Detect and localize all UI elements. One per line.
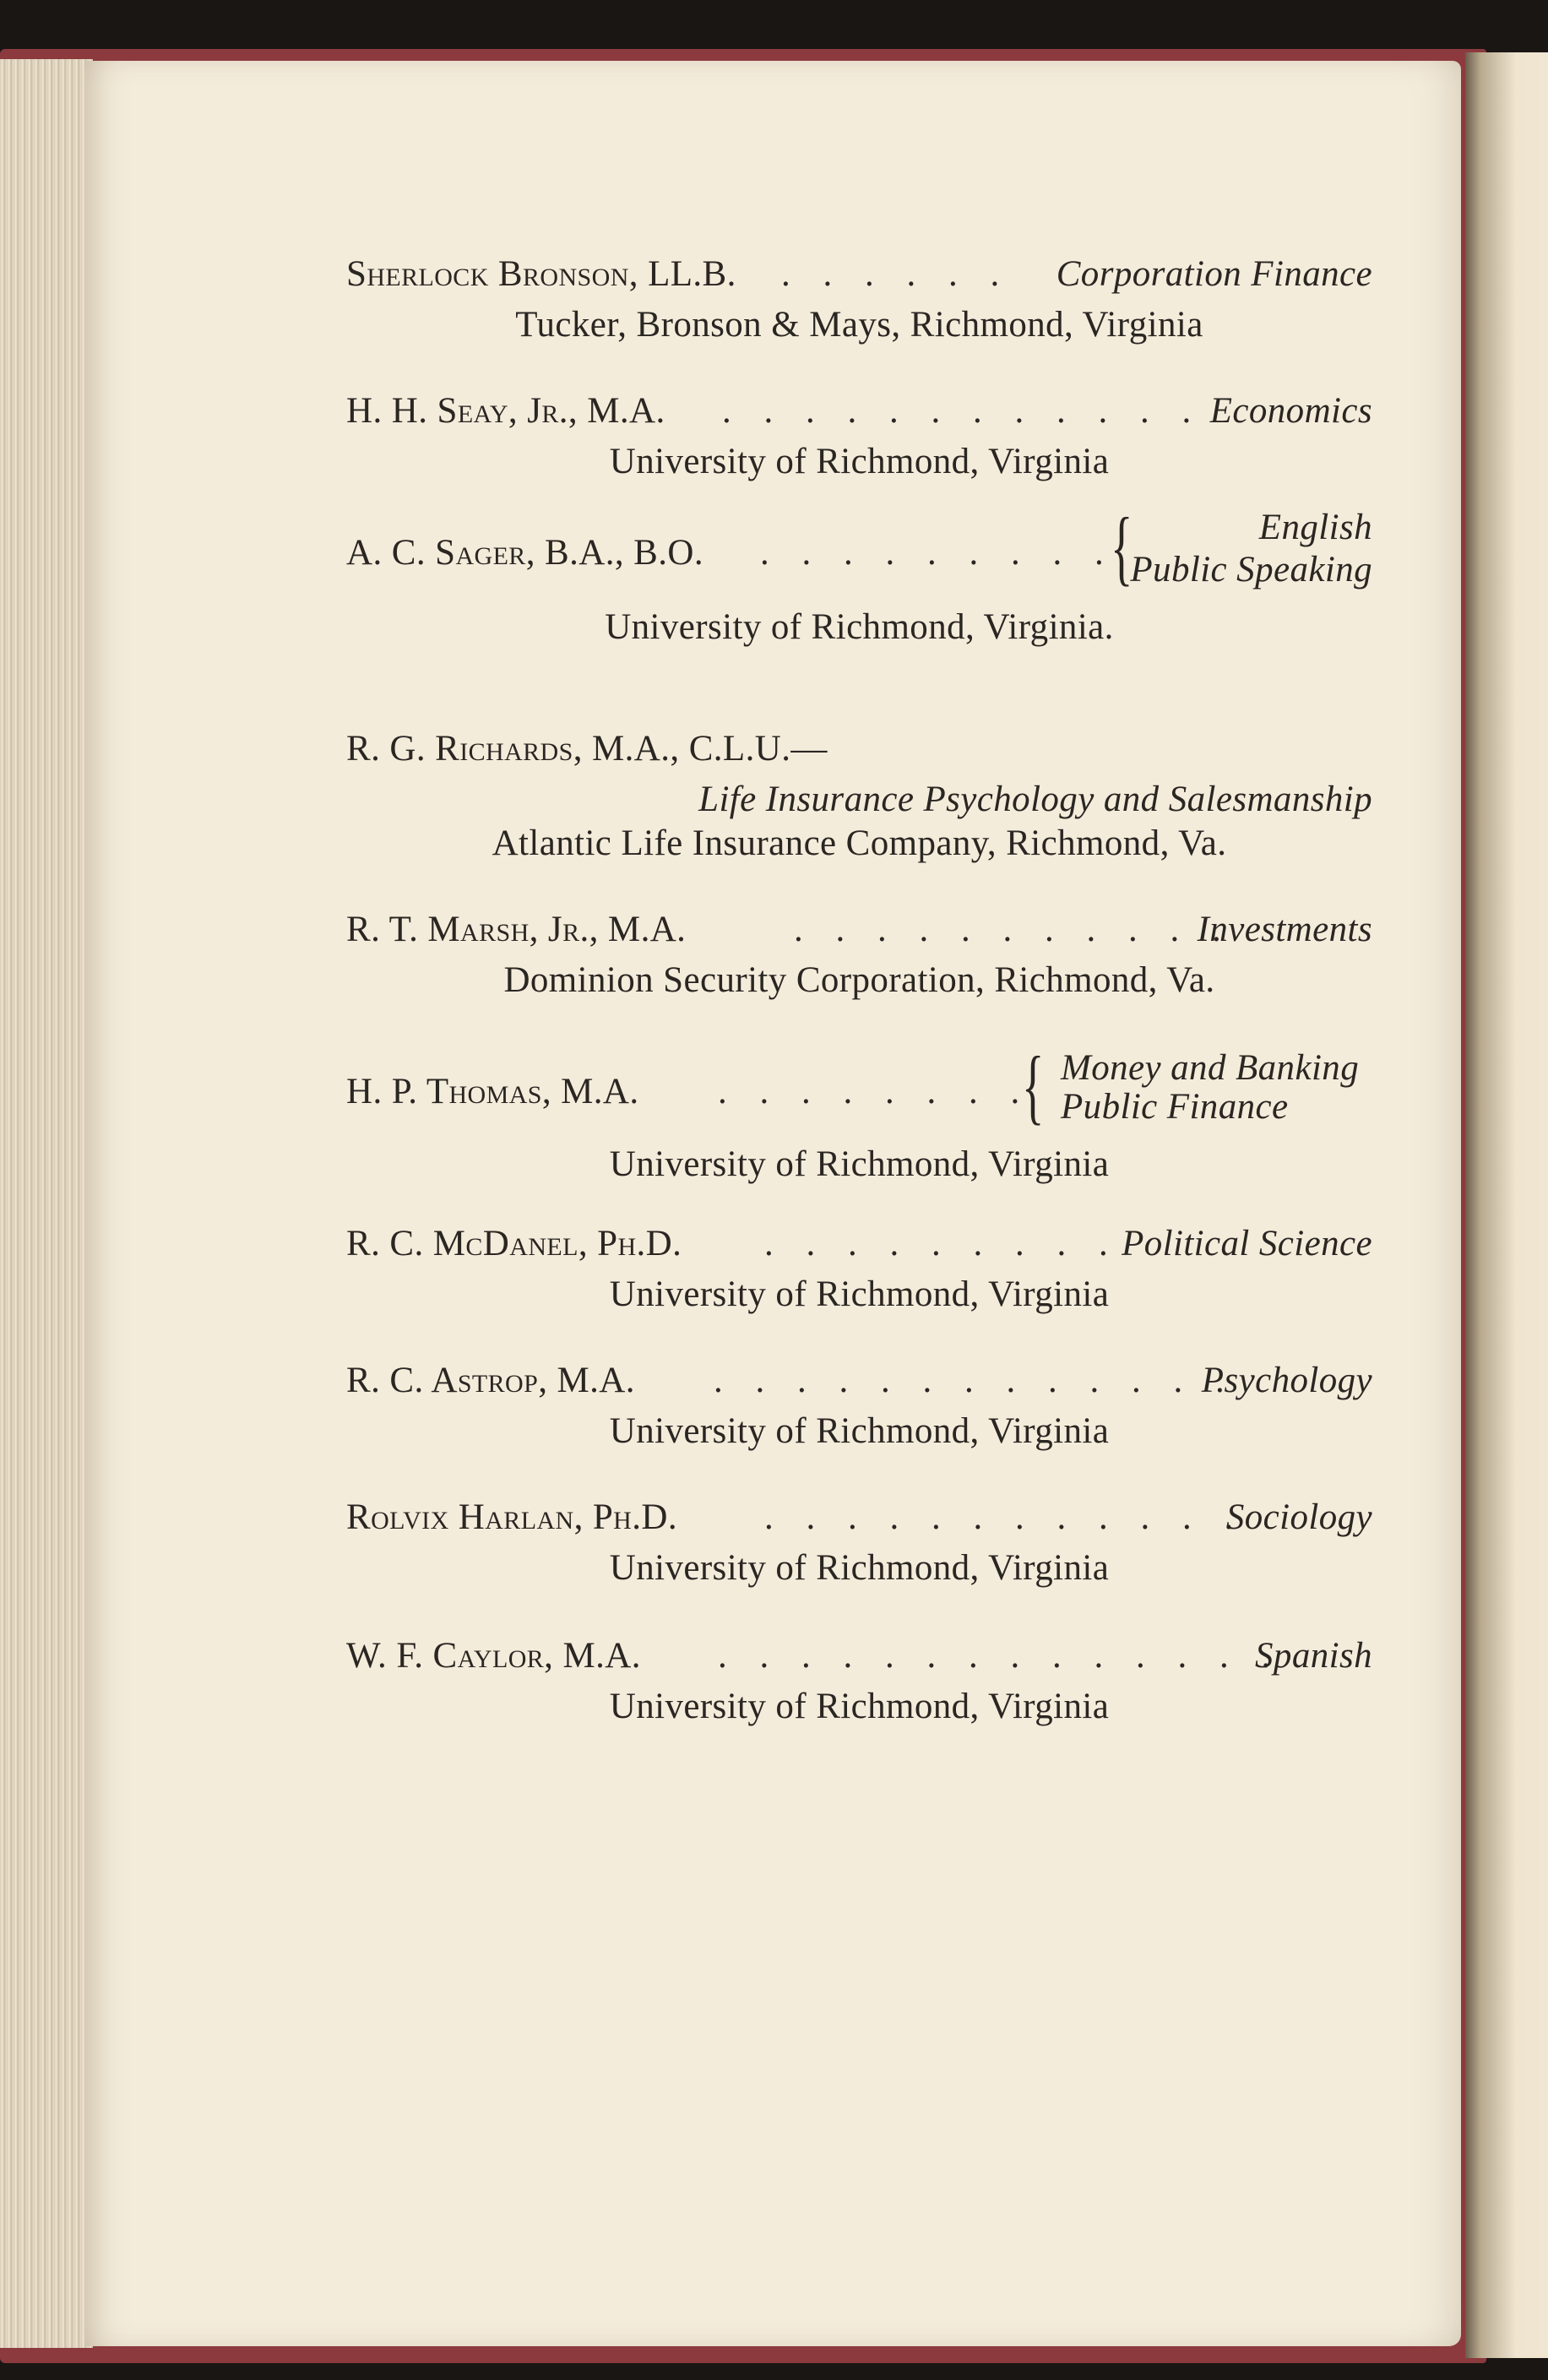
faculty-affiliation: Tucker, Bronson & Mays, Richmond, Virginia [515, 305, 1203, 345]
faculty-subject: Psychology [1201, 1361, 1372, 1400]
faculty-subject: Economics [1209, 391, 1372, 431]
subject-brace: { [1111, 500, 1133, 594]
faculty-subject: Money and Banking [1061, 1048, 1360, 1088]
entry-header-line [346, 909, 1372, 959]
faculty-subject: Political Science [1122, 1224, 1372, 1263]
faculty-name: H. P. Thomas, M.A. [346, 1072, 639, 1111]
faculty-subject: Corporation Finance [1056, 254, 1372, 294]
faculty-subject: Public Finance [1061, 1087, 1289, 1127]
leader-dots: . . . . . . . . [718, 1072, 1032, 1111]
leader-dots: . . . . . . . . . [764, 1224, 1120, 1263]
faculty-name: Rolvix Harlan, Ph.D. [346, 1497, 678, 1537]
faculty-name: W. F. Caylor, M.A. [346, 1636, 641, 1676]
faculty-name: H. H. Seay, Jr., M.A. [346, 391, 665, 431]
faculty-affiliation: University of Richmond, Virginia [609, 1687, 1110, 1726]
entry-header-line [346, 390, 1372, 441]
faculty-affiliation: University of Richmond, Virginia. [605, 607, 1114, 647]
entry-affiliation-line [346, 823, 1372, 873]
faculty-affiliation: University of Richmond, Virginia [609, 442, 1110, 481]
faculty-name: A. C. Sager, B.A., B.O. [346, 533, 703, 573]
faculty-name: R. C. McDanel, Ph.D. [346, 1224, 682, 1263]
faculty-name: R. C. Astrop, M.A. [346, 1361, 635, 1400]
faculty-affiliation: Dominion Security Corporation, Richmond, Va. [503, 960, 1215, 1000]
faculty-subject: English [1258, 508, 1372, 547]
entry-affiliation-line [346, 1144, 1372, 1194]
entry-affiliation-line [346, 606, 1372, 657]
faculty-affiliation: University of Richmond, Virginia [609, 1144, 1110, 1184]
faculty-subject: Life Insurance Psychology and Salesmanship [698, 780, 1372, 819]
leader-dots: . . . . . . . . . . . . . . [718, 1636, 1283, 1676]
faculty-name: R. T. Marsh, Jr., M.A. [346, 910, 687, 949]
faculty-subject: Spanish [1255, 1636, 1372, 1676]
faculty-affiliation: University of Richmond, Virginia [609, 1411, 1110, 1451]
entry-affiliation-line [346, 1686, 1372, 1736]
faculty-affiliation: Atlantic Life Insurance Company, Richmond, Va. [492, 823, 1227, 863]
entry-affiliation-line [346, 441, 1372, 492]
entry-subject-line [346, 779, 1372, 829]
subject-brace: { [1022, 1039, 1045, 1133]
leader-dots: . . . . . . . . . [760, 533, 1116, 573]
leader-dots: . . . . . . . . . . . . [722, 391, 1203, 431]
facing-page-edge [1465, 52, 1548, 2358]
faculty-affiliation: University of Richmond, Virginia [609, 1274, 1110, 1314]
leader-dots: . . . . . . . . . . . . [764, 1497, 1246, 1537]
faculty-subject: Sociology [1225, 1497, 1372, 1537]
entry-header-line [346, 1497, 1372, 1547]
entry-header-line [346, 728, 1372, 779]
faculty-affiliation: University of Richmond, Virginia [609, 1548, 1110, 1588]
entry-header-line [346, 1635, 1372, 1686]
faculty-subject: Investments [1197, 910, 1372, 949]
entry-affiliation-line [346, 1547, 1372, 1598]
leader-dots: . . . . . . [781, 254, 1012, 294]
entry-affiliation-line [346, 959, 1372, 1010]
entry-affiliation-line [346, 304, 1372, 355]
entry-affiliation-line [346, 1410, 1372, 1461]
faculty-name: Sherlock Bronson, LL.B. [346, 254, 736, 294]
entry-header-line [346, 1360, 1372, 1410]
faculty-subject: Public Speaking [1130, 550, 1372, 590]
entry-affiliation-line [346, 1274, 1372, 1324]
leader-dots: . . . . . . . . . . . . . [714, 1361, 1236, 1400]
leader-dots: . . . . . . . . . . . [794, 910, 1233, 949]
entry-header-line [346, 1223, 1372, 1274]
entry-header-line [346, 253, 1372, 304]
faculty-name: R. G. Richards, M.A., C.L.U.— [346, 729, 828, 769]
page-edges [0, 59, 93, 2348]
